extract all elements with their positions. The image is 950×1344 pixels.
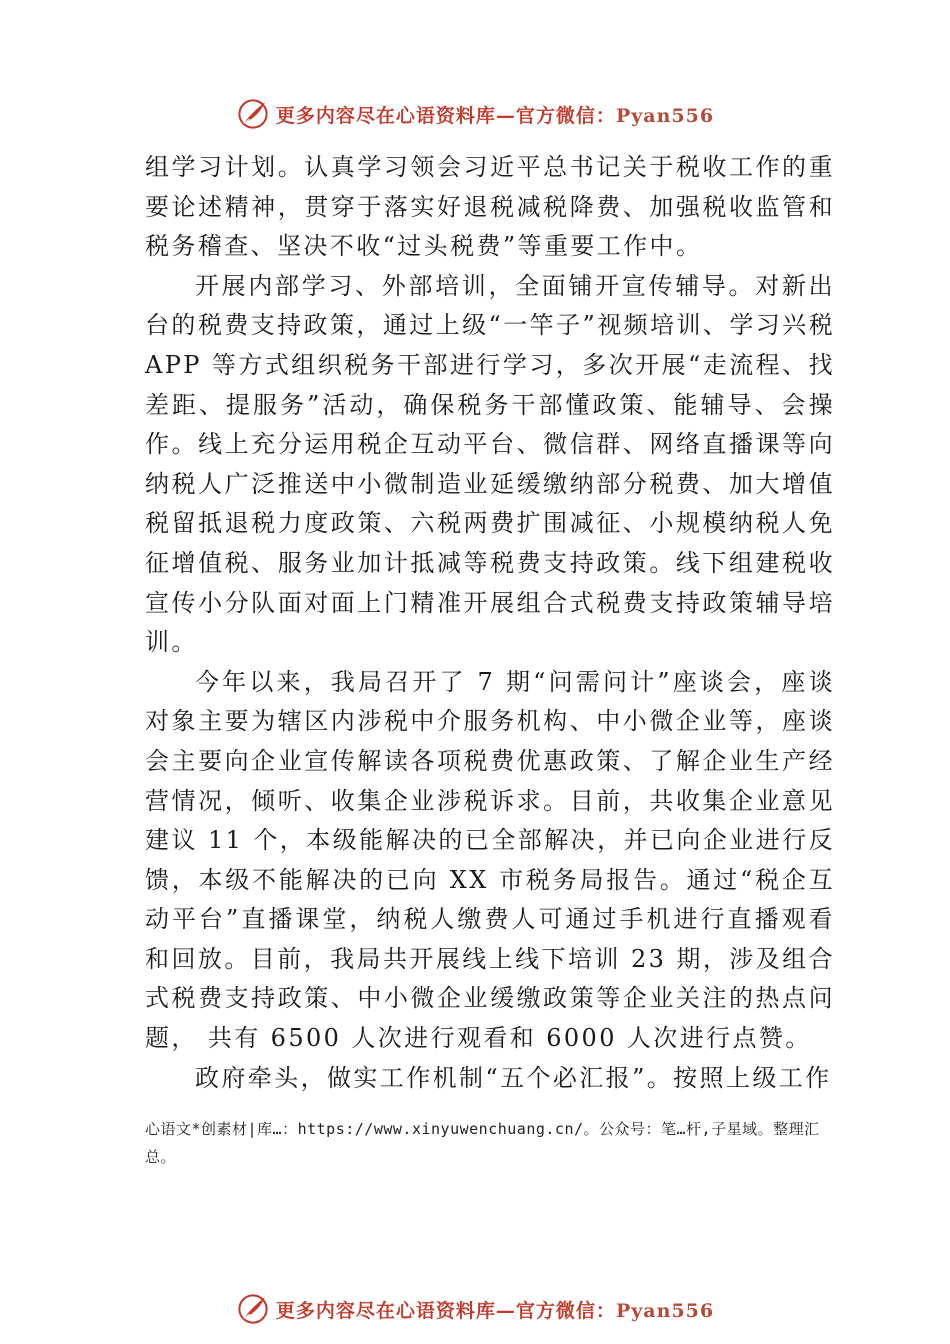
footer-banner (0, 1289, 950, 1329)
wechat-id: Pyan556 (615, 1299, 715, 1322)
header-banner (0, 94, 950, 134)
paragraph-1: 组学习计划。认真学习领会习近平总书记关于税收工作的重要论述精神，贯穿于落实好退税减税降费、加强税收监管和税务稽查、坚决不收“过头税费”等重要工作中。 (145, 153, 835, 261)
quill-pen-logo-icon (236, 97, 270, 131)
document-body (145, 148, 835, 1098)
wechat-id: Pyan556 (615, 104, 715, 127)
footnote: 心语文*创素材|库…：https://www.xinyuwenchuang.cn/。公众号：笔…杆,子星域。整理汇总。 (145, 1120, 820, 1166)
paragraph-4: 政府牵头，做实工作机制“五个必汇报”。按照上级工作 (195, 1063, 832, 1092)
paragraph-2: 开展内部学习、外部培训，全面铺开宣传辅导。对新出台的税费支持政策，通过上级“一竿子”视频培训、学习兴税 APP 等方式组织税务干部进行学习，多次开展“走流程、找差距、提服务”活动，确保税务干部懂政策、能辅导、会操作。线上充分运用税企互动平台、微信群、网络直播课等向纳税人广泛推送中小微制造业延缓缴纳部分税费、加大增值税留抵退税力度政策、六税两费扩围减征、小规模纳税人免征增值税、服务业加计抵减等税费支持政策。线下组建税收宣传小分队面对面上门精准开展组合式税费支持政策辅导培训。 (145, 271, 835, 657)
header-banner-text: 更多内容尽在心语资料库—官方微信：Pyan556 (275, 104, 715, 127)
paragraph-3: 今年以来，我局召开了 7 期“问需问计”座谈会，座谈对象主要为辖区内涉税中介服务机构、中小微企业等，座谈会主要向企业宣传解读各项税费优惠政策、了解企业生产经营情况，倾听、收集企业涉税诉求。目前，共收集企业意见建议 11 个，本级能解决的已全部解决，并已向企业进行反馈，本级不能解决的已向 XX 市税务局报告。通过“税企互动平台”直播课堂，纳税人缴费人可通过手机进行直播观看和回放。目前，我局共开展线上线下培训 23 期，涉及组合式税费支持政策、中小微企业缓缴政策等企业关注的热点问题， 共有 6500 人次进行观看和 6000 人次进行点赞。 (145, 667, 835, 1053)
footer-banner-text: 更多内容尽在心语资料库—官方微信：Pyan556 (275, 1299, 715, 1322)
quill-pen-logo-icon (236, 1292, 270, 1326)
